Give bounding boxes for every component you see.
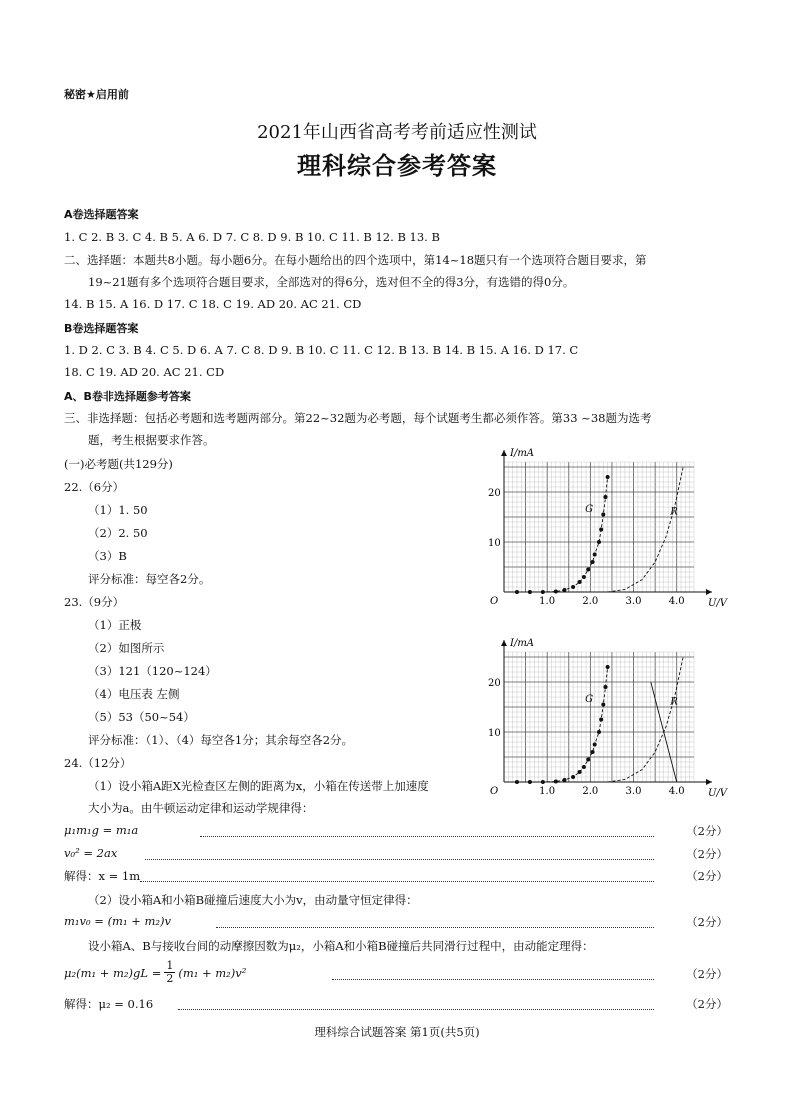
- score-3: （2分）: [686, 869, 728, 883]
- b-choice-answers-1: 1. D 2. C 3. B 4. C 5. D 6. A 7. C 8. D 9. B 10. C 11. C 12. B 13. B 14. B 15. A 16. D 17. C: [64, 343, 579, 357]
- score-2: （2分）: [686, 847, 728, 861]
- q23-answer-1: （1）正极: [88, 618, 142, 632]
- section2-desc-1: 二、选择题：本题共8小题。每小题6分。在每小题给出的四个选项中，第14~18题只有一个选项符合题目要求，第: [64, 253, 647, 267]
- y-axis-label: I/mA: [510, 638, 535, 649]
- equation-5-right: (m₁ + m₂)v²: [178, 965, 247, 980]
- b-choice-answers-2: 18. C 19. AD 20. AC 21. CD: [64, 365, 225, 379]
- data-point: [603, 685, 607, 689]
- y-tick-label: 10: [488, 728, 501, 739]
- x-tick-label: 1.0: [539, 596, 556, 607]
- data-point: [586, 758, 590, 762]
- fraction-denominator: 2: [166, 972, 174, 985]
- fraction-numerator: 1: [166, 959, 174, 972]
- q24-part2: （2）设小箱A和小箱B碰撞后速度大小为v，由动量守恒定律得：: [88, 893, 418, 907]
- equation-3: 解得：x = 1m: [64, 869, 141, 883]
- data-point: [582, 765, 586, 769]
- data-point: [528, 590, 532, 594]
- iu-chart-1: [482, 440, 728, 612]
- data-point: [593, 743, 597, 747]
- q22-head: 22.（6分）: [64, 480, 125, 494]
- data-point: [582, 575, 586, 579]
- equation-5-left: μ₂(m₁ + m₂)gL =: [64, 965, 162, 980]
- x-tick-label: 4.0: [668, 786, 685, 797]
- data-point: [586, 568, 590, 572]
- q23-grading: 评分标准：（1）、（4）每空各1分；其余每空各2分。: [88, 733, 354, 747]
- leader-dots: [178, 1009, 654, 1010]
- origin-label: O: [490, 596, 499, 607]
- data-point: [591, 750, 595, 754]
- y-tick-label: 10: [488, 538, 501, 549]
- section3-desc-1: 三、非选择题：包括必考题和选考题两部分。第22~32题为必考题，每个试题考生都必须作答。第33 ~38题为选考: [64, 411, 652, 425]
- data-point: [606, 665, 610, 669]
- q22-answer-1: （1）1. 50: [88, 503, 148, 517]
- x-tick-label: 1.0: [539, 786, 556, 797]
- y-axis-label: I/mA: [510, 448, 535, 459]
- data-point: [515, 590, 519, 594]
- data-point: [554, 780, 558, 784]
- score-4: （2分）: [686, 915, 728, 929]
- fraction: [164, 960, 175, 985]
- x-tick-label: 3.0: [625, 596, 642, 607]
- equation-5: [64, 960, 246, 985]
- data-point: [528, 780, 532, 784]
- leader-dots: [200, 836, 654, 837]
- series-line-r: [608, 467, 684, 592]
- equation-2: v₀² = 2ax: [64, 846, 118, 860]
- data-point: [554, 590, 558, 594]
- q23-answer-3: （3）121（120~124）: [88, 664, 217, 678]
- y-axis-arrow: [501, 450, 507, 456]
- data-point: [562, 778, 566, 782]
- data-point: [597, 730, 601, 734]
- section3-desc-2: 题，考生根据要求作答。: [88, 433, 215, 447]
- equation-6: 解得：μ₂ = 0.16: [64, 997, 154, 1011]
- data-point: [603, 495, 607, 499]
- score-6: （2分）: [686, 997, 728, 1011]
- data-point: [593, 553, 597, 557]
- q24-part1-line2: 大小为a。由牛顿运动定律和运动学规律得：: [88, 801, 314, 815]
- x-axis-label: U/V: [708, 788, 728, 799]
- a-choice-heading: A卷选择题答案: [64, 208, 139, 221]
- q24-part1-line1: （1）设小箱A距X光检查区左侧的距离为x，小箱在传送带上加速度: [88, 779, 429, 793]
- data-point: [597, 540, 601, 544]
- x-tick-label: 3.0: [625, 786, 642, 797]
- series-label-r: R: [670, 696, 678, 708]
- score-5: （2分）: [686, 967, 728, 981]
- data-point: [578, 580, 582, 584]
- series-label-g: G: [585, 504, 594, 515]
- q22-answer-3: （3）B: [88, 549, 127, 563]
- y-tick-label: 20: [488, 488, 501, 499]
- data-point: [591, 560, 595, 564]
- data-point: [599, 528, 603, 532]
- q24-head: 24.（12分）: [64, 756, 132, 770]
- series-label-g: G: [585, 694, 594, 705]
- x-axis-arrow: [706, 779, 712, 785]
- y-tick-label: 20: [488, 678, 501, 689]
- x-axis-label: U/V: [708, 598, 728, 609]
- y-axis-arrow: [501, 640, 507, 646]
- q23-answer-2: （2）如图所示: [88, 641, 165, 655]
- data-point: [601, 703, 605, 707]
- q23-head: 23.（9分）: [64, 595, 125, 609]
- section2-desc-2: 19~21题有多个选项符合题目要求，全部选对的得6分，选对但不全的得3分，有选错的得0分。: [88, 275, 575, 289]
- x-tick-label: 2.0: [582, 786, 599, 797]
- equation-4: m₁v₀ = (m₁ + m₂)v: [64, 914, 172, 928]
- data-point: [601, 513, 605, 517]
- data-point: [541, 590, 545, 594]
- x-tick-label: 2.0: [582, 596, 599, 607]
- score-1: （2分）: [686, 824, 728, 838]
- b-choice-heading: B卷选择题答案: [64, 322, 139, 335]
- a-choice-answers-1: 1. C 2. B 3. C 4. B 5. A 6. D 7. C 8. D 9. B 10. C 11. B 12. B 13. B: [64, 230, 440, 244]
- page-footer: 理科综合试题答案 第1页(共5页): [314, 1025, 480, 1039]
- data-point: [541, 780, 545, 784]
- leader-dots: [216, 927, 654, 928]
- data-point: [571, 775, 575, 779]
- q23-answer-4: （4）电压表 左侧: [88, 687, 180, 701]
- a-choice-answers-2: 14. B 15. A 16. D 17. C 18. C 19. AD 20. AC 21. CD: [64, 297, 362, 311]
- confidential-mark: 秘密★启用前: [64, 88, 129, 101]
- x-tick-label: 4.0: [668, 596, 685, 607]
- series-label-r: R: [670, 506, 678, 518]
- origin-label: O: [490, 786, 499, 797]
- document-title: 理科综合参考答案: [297, 151, 497, 180]
- q23-answer-5: （5）53（50~54）: [88, 710, 195, 724]
- data-point: [562, 588, 566, 592]
- data-point: [606, 475, 610, 479]
- q24-part3: 设小箱A、B与接收台间的动摩擦因数为μ₂，小箱A和小箱B碰撞后共同滑行过程中，由动能定理得：: [88, 939, 594, 953]
- iu-chart-2: [482, 630, 728, 802]
- data-point: [571, 585, 575, 589]
- nonchoice-heading: A、B卷非选择题参考答案: [64, 390, 191, 403]
- exam-title: 2021年山西省高考考前适应性测试: [257, 122, 537, 143]
- series-line-g: [517, 477, 608, 592]
- required-heading: (一)必考题(共129分): [64, 457, 173, 471]
- series-line-g: [517, 667, 608, 782]
- data-point: [599, 718, 603, 722]
- equation-1: μ₁m₁g = m₁a: [64, 823, 139, 837]
- leader-dots: [145, 859, 654, 860]
- leader-dots: [332, 979, 654, 980]
- leader-dots: [140, 881, 654, 882]
- q22-answer-2: （2）2. 50: [88, 526, 148, 540]
- data-point: [578, 770, 582, 774]
- q22-grading: 评分标准：每空各2分。: [88, 572, 211, 586]
- x-axis-arrow: [706, 589, 712, 595]
- data-point: [515, 780, 519, 784]
